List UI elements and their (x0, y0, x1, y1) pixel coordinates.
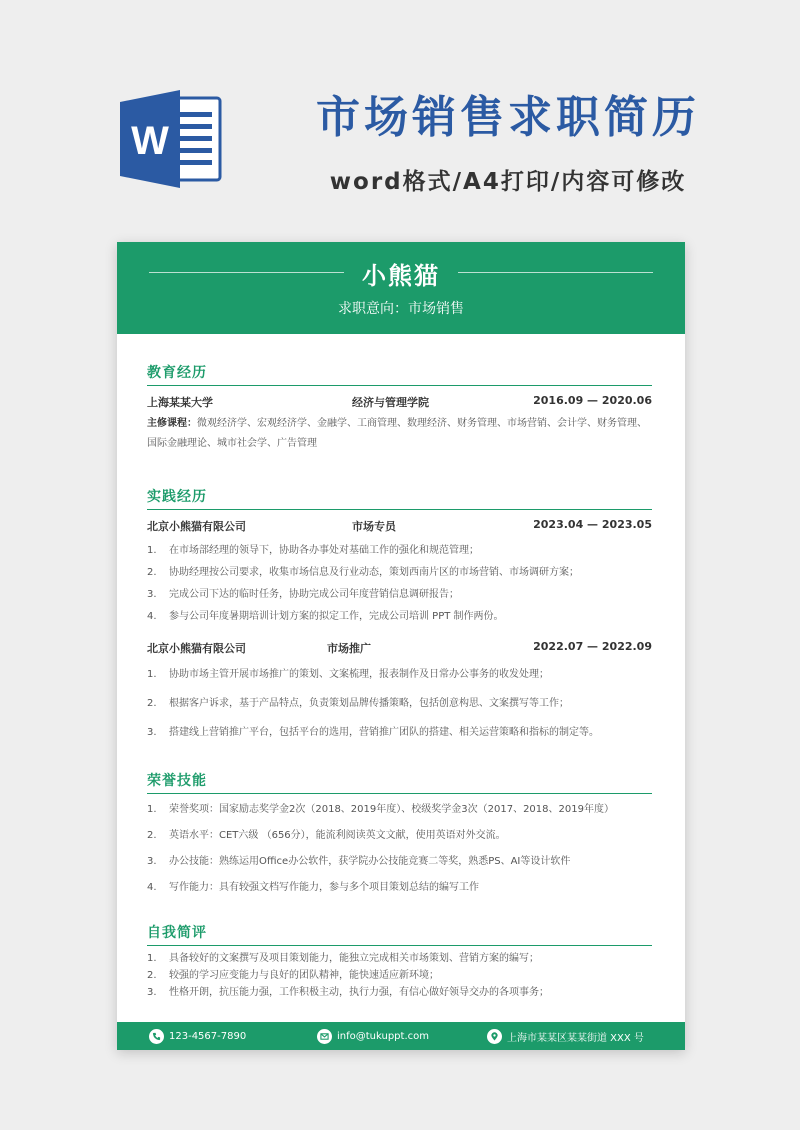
email-address: info@tukuppt.com (337, 1030, 429, 1042)
section-title: 教育经历 (147, 362, 652, 386)
word-icon-letter: W (131, 119, 169, 163)
resume-header (117, 242, 685, 334)
job-period: 2023.04 — 2023.05 (533, 518, 652, 531)
college-name: 经济与管理学院 (352, 396, 429, 409)
list-item: 2. 根据客户诉求，基于产品特点，负责策划品牌传播策略，包括创意构思、文案撰写等工作； (147, 698, 569, 709)
resume-card (117, 242, 685, 1050)
list-item: 3. 完成公司下达的临时任务，协助完成公司年度营销信息调研报告； (147, 589, 459, 600)
company-name: 北京小熊猫有限公司 (147, 642, 246, 655)
list-item: 4. 参与公司年度暑期培训计划方案的拟定工作，完成公司培训 PPT 制作两份。 (147, 611, 504, 622)
self-evaluation-list (147, 950, 652, 1001)
courses-text: 微观经济学、宏观经济学、金融学、工商管理、数理经济、财务管理、市场营销、会计学、财务管理、国际金融理论、城市社会学、广告管理 (147, 418, 647, 449)
address-text: 上海市某某区某某街道 XXX 号 (507, 1032, 644, 1044)
candidate-name: 小熊猫 (362, 262, 440, 290)
section-title: 自我简评 (147, 922, 652, 946)
company-name: 北京小熊猫有限公司 (147, 520, 246, 533)
list-item: 3. 搭建线上营销推广平台，包括平台的选用，营销推广团队的搭建、相关运营策略和指标的制定等。 (147, 727, 599, 738)
job-row (147, 640, 652, 656)
honors-list (147, 797, 652, 901)
location-pin-icon (487, 1029, 502, 1044)
courses-label: 主修课程： (147, 418, 197, 429)
list-item: 1. 具备较好的文案撰写及项目策划能力，能独立完成相关市场策划、营销方案的编写； (147, 953, 539, 964)
contact-phone (149, 1029, 246, 1044)
job-period: 2022.07 — 2022.09 (533, 640, 652, 653)
section-title: 实践经历 (147, 486, 652, 510)
list-item: 1. 在市场部经理的领导下，协助各办事处对基础工作的强化和规范管理； (147, 545, 479, 556)
contact-footer (117, 1022, 685, 1050)
job-role: 市场专员 (352, 520, 396, 533)
practice-section (147, 486, 652, 747)
courses (147, 414, 652, 454)
phone-icon (149, 1029, 164, 1044)
education-section (147, 362, 652, 454)
contact-email (317, 1029, 429, 1044)
self-evaluation-section (147, 922, 652, 1001)
list-item: 3. 办公技能：熟练运用Office办公软件，获学院办公技能竞赛二等奖，熟悉PS、AI等设计软件 (147, 856, 571, 867)
list-item: 2. 较强的学习应变能力与良好的团队精神，能快速适应新环境； (147, 970, 439, 981)
job-intent: 求职意向：市场销售 (338, 301, 464, 317)
list-item: 4. 写作能力：具有较强文档写作能力，参与多个项目策划总结的编写工作 (147, 882, 479, 893)
banner-title: 市场销售求职简历 (316, 92, 700, 143)
education-row (147, 394, 652, 410)
education-period: 2016.09 — 2020.06 (533, 394, 652, 407)
word-document-icon (118, 84, 228, 194)
banner-subtitle: word格式/A4打印/内容可修改 (329, 169, 687, 195)
honors-section (147, 770, 652, 901)
school-name: 上海某某大学 (147, 396, 213, 409)
list-item: 3. 性格开朗，抗压能力强，工作积极主动，执行力强，有信心做好领导交办的各项事务； (147, 987, 549, 998)
job-row (147, 518, 652, 534)
job-role: 市场推广 (327, 642, 371, 655)
mail-icon (317, 1029, 332, 1044)
job-duties (147, 660, 652, 747)
list-item: 1. 协助市场主管开展市场推广的策划、文案梳理，报表制作及日常办公事务的收发处理； (147, 669, 549, 680)
list-item: 2. 英语水平：CET六级 （656分），能流利阅读英文文献，使用英语对外交流。 (147, 830, 506, 841)
list-item: 1. 荣誉奖项：国家励志奖学金2次（2018、2019年度）、校级奖学金3次（2017、2018、2019年度） (147, 804, 614, 815)
phone-number: 123-4567-7890 (169, 1030, 247, 1042)
job-duties (147, 540, 652, 628)
list-item: 2. 协助经理按公司要求，收集市场信息及行业动态，策划西南片区的市场营销、市场调研方案； (147, 567, 579, 578)
contact-address (487, 1029, 644, 1044)
section-title: 荣誉技能 (147, 770, 652, 794)
header-divider-right (458, 272, 653, 273)
